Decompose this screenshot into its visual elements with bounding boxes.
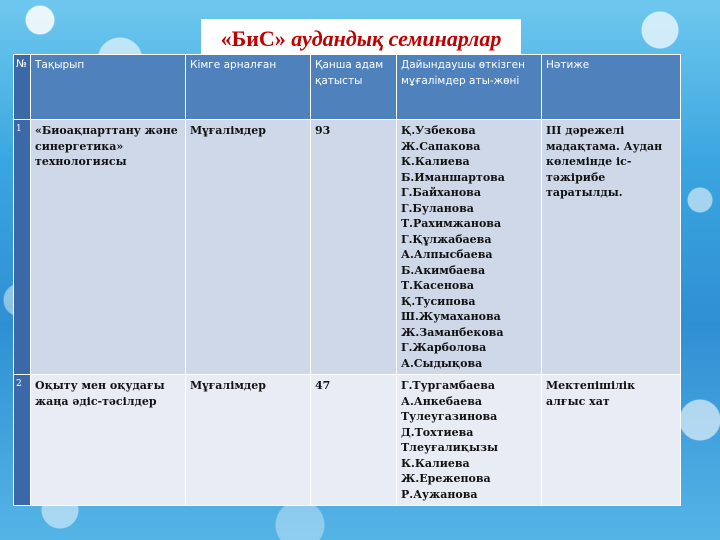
header-audience: Кімге арналған [186,55,311,120]
organizer-name: А.Алпысбаева [401,248,493,261]
row-result: ІІІ дәрежелі мадақтама. Аудан көлемінде іс-тәжірибе таратылды. [542,120,681,375]
organizer-name: А.Сыдықова [401,356,483,370]
organizer-name: Р.Аужанова [401,487,478,501]
table-row [14,375,681,506]
organizer-name: Ж.Сапакова [401,139,481,153]
organizer-name: Г.Буланова [401,201,474,215]
header-result: Нәтиже [542,55,681,120]
row-result: Мектепішілік алғыс хат [542,375,681,506]
seminar-table [13,54,681,506]
organizer-name: Б.Акимбаева [401,263,486,277]
row-topic: Оқыту мен оқудағы жаңа әдіс-тәсілдер [31,375,186,506]
organizer-name: А.Анкебаева [401,394,482,408]
title-quote: «БиС» [220,26,286,51]
row-audience: Мұғалімдер [186,120,311,375]
header-num: № [14,55,31,120]
header-organizers: Дайындаушы өткізген мұғалімдер аты-жөні [397,55,542,120]
organizer-name: Г.Құлжабаева [401,232,492,246]
organizer-name: Д.Тохтиева [401,425,474,439]
organizer-name: Қ.Тусипова [401,294,476,308]
organizer-name: Т.Касенова [401,279,475,292]
page-title [221,26,502,52]
organizer-name: К.Калиева [401,456,470,470]
organizer-name: Қ.Узбекова [401,124,476,137]
organizer-name: Г.Байханова [401,186,481,199]
organizer-name: Тулеугазинова [401,410,498,423]
row-organizers [397,120,542,375]
row-number: 1 [14,120,31,375]
organizer-name: Г.Тургамбаева [401,379,495,392]
organizer-name: Т.Рахимжанова [401,217,502,230]
row-audience: Мұғалімдер [186,375,311,506]
title-banner [201,19,521,59]
header-row [14,55,681,120]
organizer-name: Тлеуғалиқызы [401,441,499,454]
organizer-name: К.Калиева [401,155,470,168]
organizer-name: Б.Иманшартова [401,170,505,184]
organizer-name: Ш.Жумаханова [401,310,501,323]
row-count: 93 [311,120,397,375]
row-organizers [397,375,542,506]
row-topic: «Биоақпарттану және синергетика» технологиясы [31,120,186,375]
organizer-name: Ж.Ережепова [401,472,491,485]
organizer-name: Ж.Заманбекова [401,325,504,339]
header-topic: Тақырып [31,55,186,120]
row-number: 2 [14,375,31,506]
table-row [14,120,681,375]
header-count: Қанша адам қатысты [311,55,397,120]
title-rest: аудандық семинарлар [285,26,502,51]
organizer-name: Г.Жарболова [401,341,487,354]
row-count: 47 [311,375,397,506]
